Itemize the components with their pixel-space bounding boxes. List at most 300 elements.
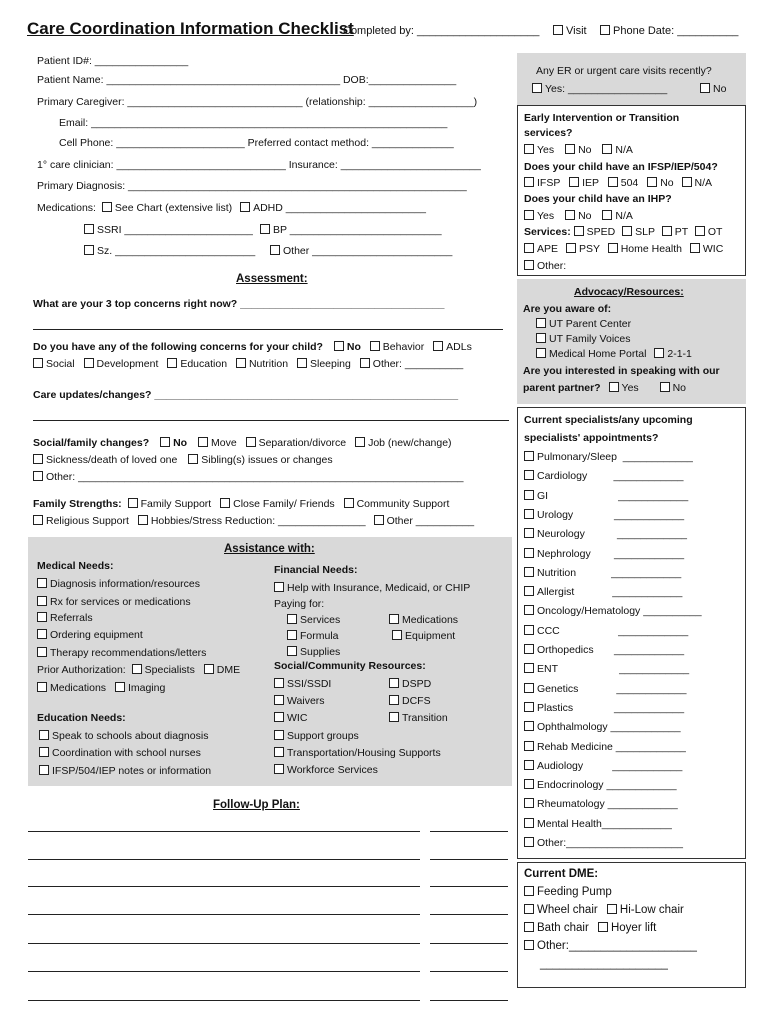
checkbox-icon bbox=[84, 224, 94, 234]
follow-up-heading: Follow-Up Plan: bbox=[213, 799, 300, 811]
checkbox-icon bbox=[524, 567, 534, 577]
transport-label: Transportation/Housing Supports bbox=[287, 747, 441, 759]
ut-parent-label: UT Parent Center bbox=[549, 318, 632, 330]
financial-needs-heading: Financial Needs: bbox=[274, 564, 358, 576]
checkbox-icon[interactable] bbox=[608, 243, 618, 253]
no-label: No bbox=[346, 341, 361, 353]
other-label: Other: __________ bbox=[372, 358, 464, 370]
ot-label: OT bbox=[707, 226, 723, 238]
equipment-item[interactable] bbox=[392, 630, 455, 643]
family-strengths-row-2 bbox=[33, 515, 474, 528]
waivers-label: Waivers bbox=[287, 695, 325, 707]
checkbox-icon[interactable] bbox=[598, 922, 608, 932]
checkbox-icon bbox=[287, 630, 297, 640]
checkbox-icon[interactable] bbox=[102, 202, 112, 212]
development-label: Development bbox=[96, 358, 159, 370]
na-label: N/A bbox=[615, 210, 633, 222]
waivers-item[interactable] bbox=[274, 695, 325, 708]
er-visits-section bbox=[517, 53, 746, 105]
specialist-item[interactable] bbox=[524, 663, 689, 676]
specialist-item[interactable] bbox=[524, 837, 683, 850]
checkbox-icon bbox=[37, 647, 47, 657]
checkbox-icon[interactable] bbox=[602, 210, 612, 220]
medical-item[interactable] bbox=[37, 596, 191, 609]
transition-label: Transition bbox=[402, 712, 448, 724]
slp-label: SLP bbox=[635, 226, 655, 238]
medical-item-label: Ordering equipment bbox=[50, 629, 143, 641]
follow-up-line[interactable] bbox=[28, 914, 420, 915]
family-strengths-row bbox=[33, 498, 449, 511]
checkbox-icon bbox=[274, 695, 284, 705]
workforce-item[interactable] bbox=[274, 764, 378, 777]
checkbox-icon[interactable] bbox=[204, 664, 214, 674]
follow-up-line[interactable] bbox=[28, 971, 420, 972]
visit-checkbox[interactable] bbox=[553, 25, 587, 38]
specialist-label: Ophthalmology ____________ bbox=[537, 721, 681, 734]
ssi-item[interactable] bbox=[274, 678, 331, 691]
workforce-label: Workforce Services bbox=[287, 764, 378, 776]
checkbox-icon bbox=[260, 224, 270, 234]
ssri-label: SSRI ______________________ bbox=[97, 224, 253, 236]
wheel-chair-label: Wheel chair bbox=[537, 904, 598, 916]
specialist-item[interactable] bbox=[524, 528, 687, 541]
checkbox-icon bbox=[524, 940, 534, 950]
specialist-item[interactable] bbox=[524, 509, 684, 522]
community-support-label: Community Support bbox=[356, 498, 450, 510]
education-item-label: Coordination with school nurses bbox=[52, 747, 201, 759]
specialist-label: Oncology/Hematology __________ bbox=[537, 605, 702, 618]
checkbox-icon[interactable] bbox=[660, 382, 670, 392]
checkbox-icon[interactable] bbox=[374, 515, 384, 525]
checkbox-icon[interactable] bbox=[355, 437, 365, 447]
checkbox-icon[interactable] bbox=[240, 202, 250, 212]
sickness-label: Sickness/death of loved one bbox=[46, 454, 178, 466]
specialist-item[interactable] bbox=[524, 760, 682, 773]
answer-line[interactable] bbox=[33, 329, 503, 330]
formula-item[interactable] bbox=[287, 630, 339, 643]
medical-item-label: Referrals bbox=[50, 612, 93, 624]
medical-needs-heading: Medical Needs: bbox=[37, 560, 114, 572]
checkbox-icon[interactable] bbox=[536, 348, 546, 358]
specialist-item[interactable] bbox=[524, 721, 681, 734]
top-concerns-field[interactable]: What are your 3 top concerns right now? ___________________________________ bbox=[33, 298, 445, 310]
checkbox-icon bbox=[270, 245, 280, 255]
specialist-item[interactable] bbox=[524, 567, 681, 580]
checkbox-icon bbox=[39, 730, 49, 740]
checkbox-icon[interactable] bbox=[607, 904, 617, 914]
checkbox-icon[interactable] bbox=[37, 682, 47, 692]
insurance-help-item[interactable] bbox=[274, 582, 470, 595]
checkbox-icon[interactable] bbox=[198, 437, 208, 447]
meds-other-label: Other ________________________ bbox=[283, 245, 453, 257]
checkbox-icon[interactable] bbox=[622, 226, 632, 236]
specialist-item[interactable] bbox=[524, 490, 688, 503]
er-yes-option[interactable] bbox=[532, 83, 667, 96]
see-chart-label: See Chart (extensive list) bbox=[114, 202, 233, 214]
clinician-field[interactable]: 1° care clinician: _____________________________ Insurance: ________________________ bbox=[37, 159, 481, 171]
checkbox-icon bbox=[536, 318, 546, 328]
phone-date-checkbox[interactable] bbox=[600, 25, 738, 38]
er-no-label: No bbox=[713, 83, 727, 95]
checkbox-icon[interactable] bbox=[128, 498, 138, 508]
home-health-label: Home Health bbox=[620, 243, 682, 255]
specialists-question: Current specialists/any upcoming bbox=[524, 414, 693, 426]
specialist-label: Cardiology ____________ bbox=[537, 470, 684, 483]
checkbox-icon[interactable] bbox=[344, 498, 354, 508]
education-label: Education bbox=[180, 358, 228, 370]
ape-label: APE bbox=[537, 243, 559, 255]
checkbox-icon[interactable] bbox=[524, 177, 534, 187]
checkbox-icon[interactable] bbox=[654, 348, 664, 358]
specialist-label: ENT ____________ bbox=[537, 663, 690, 676]
dme-extra-line[interactable]: ____________________ bbox=[540, 958, 668, 970]
checkbox-icon bbox=[287, 614, 297, 624]
follow-up-line[interactable] bbox=[430, 1000, 508, 1001]
checkbox-icon[interactable] bbox=[662, 226, 672, 236]
ifsp-question: Does your child have an IFSP/IEP/504? bbox=[524, 161, 718, 173]
email-field[interactable]: Email: _____________________________________________________________ bbox=[59, 117, 448, 129]
checkbox-icon[interactable] bbox=[132, 664, 142, 674]
imaging-label: Imaging bbox=[127, 682, 166, 694]
medical-home-row bbox=[536, 348, 692, 361]
education-item-label: Speak to schools about diagnosis bbox=[52, 730, 209, 742]
child-concerns-question: Do you have any of the following concerns for your child? bbox=[33, 341, 323, 353]
checkbox-icon bbox=[274, 582, 284, 592]
checkbox-icon[interactable] bbox=[33, 454, 43, 464]
social-changes-question: Social/family changes? bbox=[33, 437, 150, 449]
transport-item[interactable] bbox=[274, 747, 441, 760]
no-label: No bbox=[672, 382, 687, 394]
checkbox-icon bbox=[524, 260, 534, 270]
dme-label: DME bbox=[216, 664, 241, 676]
feeding-pump-option[interactable] bbox=[524, 886, 612, 899]
checkbox-icon[interactable] bbox=[433, 341, 443, 351]
prior-auth-row bbox=[37, 664, 240, 677]
follow-up-line[interactable] bbox=[28, 831, 420, 832]
sz-field[interactable] bbox=[84, 245, 255, 258]
checkbox-icon bbox=[274, 747, 284, 757]
ut-parent-option[interactable] bbox=[536, 318, 631, 331]
hoyer-label: Hoyer lift bbox=[610, 922, 657, 934]
checkbox-icon bbox=[39, 747, 49, 757]
specialist-item[interactable] bbox=[524, 548, 684, 561]
checkbox-icon[interactable] bbox=[33, 358, 43, 368]
checkbox-icon[interactable] bbox=[33, 515, 43, 525]
social-other-label: Other: __________________________________________________________________ bbox=[46, 471, 464, 483]
checkbox-icon bbox=[524, 451, 534, 461]
checkbox-icon[interactable] bbox=[297, 358, 307, 368]
dspd-label: DSPD bbox=[402, 678, 432, 690]
medical-item[interactable] bbox=[37, 578, 200, 591]
504-label: 504 bbox=[620, 177, 639, 189]
strengths-other-label: Other __________ bbox=[386, 515, 475, 527]
checkbox-icon bbox=[37, 578, 47, 588]
services-label: Services: bbox=[524, 226, 571, 238]
job-label: Job (new/change) bbox=[368, 437, 452, 449]
medical-item[interactable] bbox=[37, 647, 206, 660]
checkbox-icon bbox=[389, 678, 399, 688]
specialist-label: Endocrinology ____________ bbox=[537, 779, 677, 792]
checkbox-icon[interactable] bbox=[524, 243, 534, 253]
support-groups-label: Support groups bbox=[287, 730, 359, 742]
checkbox-icon[interactable] bbox=[220, 498, 230, 508]
dspd-item[interactable] bbox=[389, 678, 431, 691]
adhd-field[interactable]: ADHD ________________________ bbox=[253, 202, 426, 214]
checkbox-icon[interactable] bbox=[565, 144, 575, 154]
checkbox-icon bbox=[524, 663, 534, 673]
primary-diagnosis-field[interactable]: Primary Diagnosis: __________________________________________________________ bbox=[37, 180, 467, 192]
meds-imaging-row bbox=[37, 682, 165, 695]
follow-up-line[interactable] bbox=[430, 831, 508, 832]
checkbox-icon bbox=[524, 818, 534, 828]
social-label: Social bbox=[46, 358, 75, 370]
follow-up-line[interactable] bbox=[28, 943, 420, 944]
yes-label: Yes bbox=[621, 382, 639, 394]
child-concerns-row bbox=[33, 341, 472, 354]
checkbox-icon[interactable] bbox=[524, 144, 534, 154]
dme-heading: Current DME: bbox=[524, 868, 599, 880]
patient-name-field[interactable]: Patient Name: ________________________________________ DOB:_______________ bbox=[37, 74, 457, 86]
meds-other-field[interactable] bbox=[270, 245, 452, 258]
pt-label: PT bbox=[674, 226, 688, 238]
follow-up-line[interactable] bbox=[28, 886, 420, 887]
supplies-label: Supplies bbox=[300, 646, 341, 658]
follow-up-line[interactable] bbox=[430, 886, 508, 887]
specialist-label: Orthopedics ____________ bbox=[537, 644, 685, 656]
ihp-options bbox=[524, 210, 633, 223]
checkbox-icon[interactable] bbox=[682, 177, 692, 187]
nutrition-label: Nutrition bbox=[248, 358, 289, 370]
community-resources-heading: Social/Community Resources: bbox=[274, 660, 426, 672]
specialists-label: Specialists bbox=[144, 664, 195, 676]
cell-phone-field[interactable]: Cell Phone: ______________________ Preferred contact method: ______________ bbox=[59, 137, 454, 149]
checkbox-icon[interactable] bbox=[115, 682, 125, 692]
specialist-item[interactable] bbox=[524, 779, 677, 792]
checkbox-icon bbox=[392, 630, 402, 640]
specialist-label: Allergist ____________ bbox=[537, 586, 683, 599]
bath-chair-row bbox=[524, 922, 656, 935]
checkbox-icon[interactable] bbox=[246, 437, 256, 447]
checkbox-icon[interactable] bbox=[84, 358, 94, 368]
bp-field[interactable] bbox=[260, 224, 442, 237]
specialist-label: GI ____________ bbox=[537, 489, 689, 502]
specialist-item[interactable] bbox=[524, 683, 686, 696]
no-label: No bbox=[173, 437, 188, 449]
feeding-pump-label: Feeding Pump bbox=[537, 886, 612, 898]
services-label: Services bbox=[300, 614, 341, 626]
medical-item[interactable] bbox=[37, 629, 143, 642]
ei-question: Early Intervention or Transition bbox=[524, 112, 680, 124]
family-strengths-label: Family Strengths: bbox=[33, 498, 122, 510]
completed-by-field[interactable]: Completed by: ____________________ bbox=[343, 25, 540, 37]
medical-item-label: Rx for services or medications bbox=[50, 596, 191, 608]
services-options-2 bbox=[524, 243, 723, 256]
ei-question-2: services? bbox=[524, 127, 573, 139]
services-item[interactable] bbox=[287, 614, 340, 627]
specialist-item[interactable] bbox=[524, 644, 684, 657]
care-updates-field[interactable]: Care updates/changes? ____________________________________________________ bbox=[33, 389, 459, 401]
specialist-item[interactable] bbox=[524, 798, 678, 811]
medications-label: Medications bbox=[50, 682, 107, 694]
checkbox-icon bbox=[389, 712, 399, 722]
checkbox-icon bbox=[524, 625, 534, 635]
checkbox-icon[interactable] bbox=[574, 226, 584, 236]
specialist-label: Nutrition ____________ bbox=[537, 566, 682, 579]
checkbox-icon[interactable] bbox=[609, 382, 619, 392]
education-item[interactable] bbox=[39, 765, 211, 778]
er-no-option[interactable] bbox=[700, 83, 726, 96]
primary-caregiver-field[interactable]: Primary Caregiver: ______________________________ (relationship: __________________) bbox=[37, 96, 478, 108]
bath-chair-label: Bath chair bbox=[537, 922, 589, 934]
medications-item[interactable] bbox=[389, 614, 458, 627]
transition-item[interactable] bbox=[389, 712, 448, 725]
checkbox-icon[interactable] bbox=[608, 177, 618, 187]
specialist-label: Other:____________________ bbox=[537, 837, 683, 849]
follow-up-line[interactable] bbox=[28, 1000, 420, 1001]
medical-item-label: Therapy recommendations/letters bbox=[50, 647, 207, 659]
checkbox-icon bbox=[37, 596, 47, 606]
specialist-item[interactable] bbox=[524, 605, 702, 618]
sz-label: Sz. ________________________ bbox=[97, 245, 256, 257]
checkbox-icon[interactable] bbox=[160, 437, 170, 447]
paying-for-label: Paying for: bbox=[274, 598, 325, 610]
checkbox-icon bbox=[524, 605, 534, 615]
move-label: Move bbox=[210, 437, 237, 449]
checkbox-icon bbox=[524, 886, 534, 896]
dme-other-option[interactable] bbox=[524, 940, 697, 953]
checkbox-icon bbox=[84, 245, 94, 255]
checkbox-icon bbox=[524, 721, 534, 731]
checkbox-icon[interactable] bbox=[360, 358, 370, 368]
checkbox-icon bbox=[37, 629, 47, 639]
specialist-label: CCC ____________ bbox=[537, 624, 689, 637]
iep-label: IEP bbox=[582, 177, 599, 189]
checkbox-icon bbox=[524, 702, 534, 712]
checkbox-icon bbox=[524, 741, 534, 751]
follow-up-line[interactable] bbox=[430, 943, 508, 944]
er-visits-question: Any ER or urgent care visits recently? bbox=[536, 65, 712, 77]
services-other-option[interactable] bbox=[524, 260, 566, 273]
wic-item[interactable] bbox=[274, 712, 307, 725]
checkbox-icon bbox=[524, 548, 534, 558]
checkbox-icon bbox=[274, 764, 284, 774]
parent-partner-question: Are you interested in speaking with our bbox=[523, 365, 720, 377]
checkbox-icon[interactable] bbox=[690, 243, 700, 253]
ut-family-option[interactable] bbox=[536, 333, 631, 346]
specialist-label: Neurology ____________ bbox=[537, 528, 688, 541]
specialist-item[interactable] bbox=[524, 741, 686, 754]
sleeping-label: Sleeping bbox=[309, 358, 351, 370]
checkbox-icon[interactable] bbox=[236, 358, 246, 368]
visit-label: Visit bbox=[566, 25, 587, 37]
aware-question: Are you aware of: bbox=[523, 303, 612, 315]
checkbox-icon[interactable] bbox=[565, 210, 575, 220]
specialist-label: Plastics ____________ bbox=[537, 701, 685, 714]
assessment-heading: Assessment: bbox=[236, 273, 308, 285]
medications-label: Medications: bbox=[37, 202, 96, 214]
checkbox-icon[interactable] bbox=[602, 144, 612, 154]
specialist-item[interactable] bbox=[524, 586, 682, 599]
checkbox-icon[interactable] bbox=[370, 341, 380, 351]
ssri-field[interactable] bbox=[84, 224, 253, 237]
sibling-label: Sibling(s) issues or changes bbox=[201, 454, 333, 466]
follow-up-line[interactable] bbox=[430, 914, 508, 915]
dcfs-label: DCFS bbox=[402, 695, 431, 707]
education-item[interactable] bbox=[39, 747, 201, 760]
checkbox-icon bbox=[524, 528, 534, 538]
answer-line[interactable] bbox=[33, 420, 509, 421]
checkbox-icon[interactable] bbox=[524, 904, 534, 914]
dcfs-item[interactable] bbox=[389, 695, 431, 708]
211-label: 2-1-1 bbox=[667, 348, 692, 360]
medications-row bbox=[37, 202, 426, 215]
specialist-label: Audiology ____________ bbox=[537, 759, 683, 772]
checkbox-icon bbox=[274, 712, 284, 722]
adls-label: ADLs bbox=[446, 341, 472, 353]
ut-family-label: UT Family Voices bbox=[549, 333, 631, 345]
yes-label: Yes bbox=[537, 210, 555, 222]
ihp-question: Does your child have an IHP? bbox=[524, 193, 672, 205]
support-groups-item[interactable] bbox=[274, 730, 359, 743]
sped-label: SPED bbox=[586, 226, 616, 238]
checkbox-icon bbox=[37, 612, 47, 622]
follow-up-line[interactable] bbox=[430, 859, 508, 860]
no-label: No bbox=[660, 177, 674, 189]
follow-up-line[interactable] bbox=[430, 971, 508, 972]
checkbox-icon[interactable] bbox=[647, 177, 657, 187]
checkbox-icon[interactable] bbox=[334, 341, 344, 351]
checkbox-icon bbox=[524, 586, 534, 596]
social-changes-row bbox=[33, 437, 452, 450]
insurance-help-label: Help with Insurance, Medicaid, or CHIP bbox=[287, 582, 471, 594]
checkbox-icon[interactable] bbox=[524, 210, 534, 220]
na-label: N/A bbox=[615, 144, 633, 156]
checkbox-icon[interactable] bbox=[524, 922, 534, 932]
social-other-field[interactable] bbox=[33, 471, 464, 484]
medical-item[interactable] bbox=[37, 612, 93, 625]
parent-partner-question-2: parent partner? bbox=[523, 382, 601, 394]
patient-id-field[interactable]: Patient ID#: ________________ bbox=[37, 55, 189, 67]
checkbox-icon[interactable] bbox=[138, 515, 148, 525]
specialist-label: Rheumatology ____________ bbox=[537, 798, 678, 811]
checkbox-icon[interactable] bbox=[188, 454, 198, 464]
checkbox-icon bbox=[39, 765, 49, 775]
education-item[interactable] bbox=[39, 730, 208, 743]
checkbox-icon bbox=[524, 509, 534, 519]
checkbox-icon[interactable] bbox=[566, 243, 576, 253]
specialist-item[interactable] bbox=[524, 702, 684, 715]
checkbox-icon bbox=[524, 837, 534, 847]
no-label: No bbox=[578, 144, 592, 156]
specialist-item[interactable] bbox=[524, 451, 693, 464]
specialist-item[interactable] bbox=[524, 470, 684, 483]
specialist-item[interactable] bbox=[524, 625, 688, 638]
checkbox-icon[interactable] bbox=[569, 177, 579, 187]
checkbox-icon bbox=[524, 470, 534, 480]
hobbies-label: Hobbies/Stress Reduction: _______________ bbox=[150, 515, 366, 527]
specialist-label: Urology ____________ bbox=[537, 508, 685, 521]
checkbox-icon[interactable] bbox=[695, 226, 705, 236]
behavior-label: Behavior bbox=[382, 341, 425, 353]
checkbox-icon bbox=[524, 760, 534, 770]
specialist-item[interactable] bbox=[524, 818, 672, 831]
checkbox-icon[interactable] bbox=[167, 358, 177, 368]
follow-up-line[interactable] bbox=[28, 859, 420, 860]
ssi-label: SSI/SSDI bbox=[287, 678, 332, 690]
supplies-item[interactable] bbox=[287, 646, 340, 659]
specialists-question-2: specialists' appointments? bbox=[524, 432, 659, 444]
education-needs-heading: Education Needs: bbox=[37, 712, 126, 724]
